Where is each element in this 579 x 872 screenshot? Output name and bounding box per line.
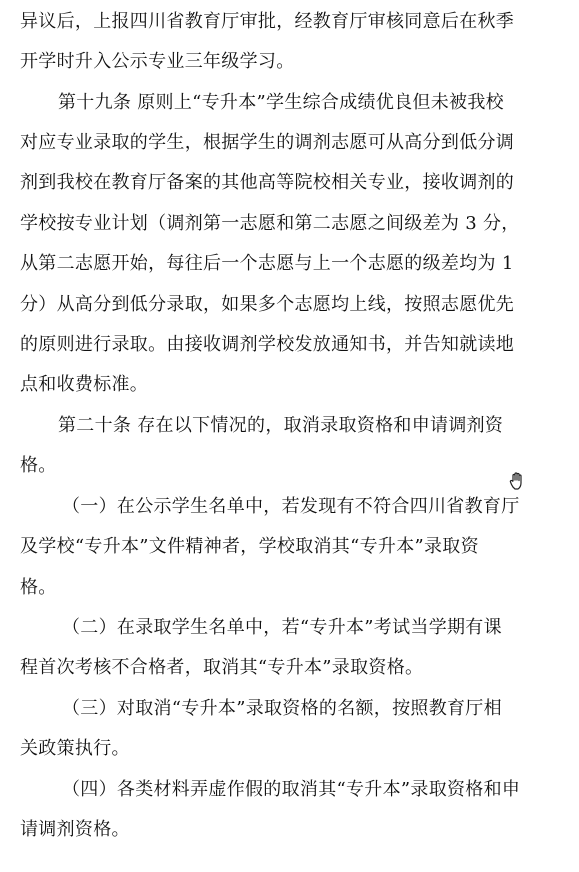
clause-1-line: （一）在公示学生名单中，若发现有不符合四川省教育厅 <box>62 496 520 517</box>
text-line: 剂到我校在教育厅备案的其他高等院校相关专业，接收调剂的 <box>20 172 515 193</box>
text-line: 的原则进行录取。由接收调剂学校发放通知书，并告知就读地 <box>20 334 515 355</box>
text-line: 分）从高分到低分录取，如果多个志愿均上线，按照志愿优先 <box>20 294 515 315</box>
text-line: 异议后，上报四川省教育厅审批，经教育厅审核同意后在秋季 <box>20 11 515 32</box>
article-20-heading-line: 第二十条 存在以下情况的，取消录取资格和申请调剂资 <box>58 415 504 436</box>
text-line: 关政策执行。 <box>20 738 130 759</box>
text-line: 点和收费标准。 <box>20 374 149 395</box>
text-line: 格。 <box>20 577 57 598</box>
text-line: 请调剂资格。 <box>20 819 130 840</box>
clause-2-line: （二）在录取学生名单中，若“专升本”考试当学期有课 <box>62 617 502 638</box>
clause-3-line: （三）对取消“专升本”录取资格的名额，按照教育厅相 <box>62 698 502 719</box>
text-line: 对应专业录取的学生，根据学生的调剂志愿可从高分到低分调 <box>20 132 515 153</box>
text-line: 开学时升入公示专业三年级学习。 <box>20 51 295 72</box>
text-line: 学校按专业计划（调剂第一志愿和第二志愿之间级差为 3 分， <box>20 213 520 234</box>
text-line: 从第二志愿开始，每往后一个志愿与上一个志愿的级差均为 1 <box>20 253 514 274</box>
article-19-heading-line: 第十九条 原则上“专升本”学生综合成绩优良但未被我校 <box>58 92 504 113</box>
text-line: 程首次考核不合格者，取消其“专升本”录取资格。 <box>20 657 424 678</box>
text-line: 格。 <box>20 455 57 476</box>
clause-4-line: （四）各类材料弄虚作假的取消其“专升本”录取资格和申 <box>62 779 521 800</box>
hand-cursor-icon <box>507 470 529 492</box>
text-line: 及学校“专升本”文件精神者，学校取消其“专升本”录取资 <box>20 536 479 557</box>
